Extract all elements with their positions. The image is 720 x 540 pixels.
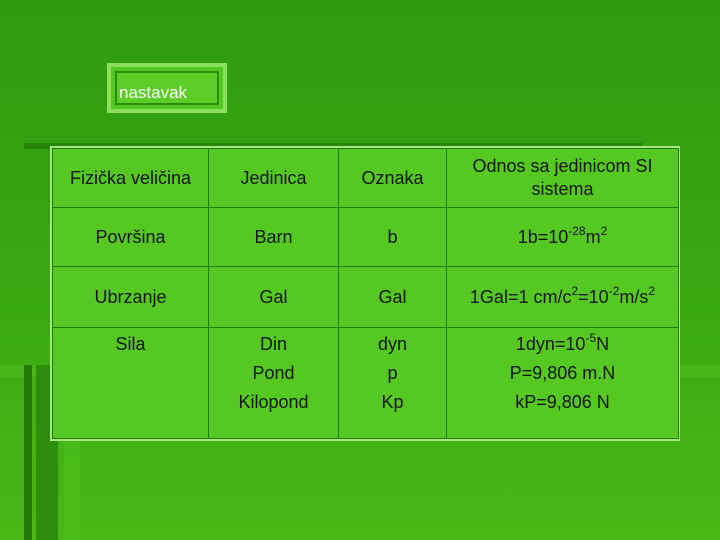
relation-line: $1dyn=10^{-5}N$ [515, 331, 610, 354]
symbol-line: b [387, 226, 398, 247]
relation-line: P=9,806 m.N [509, 363, 616, 383]
cell-symbol [339, 267, 447, 328]
table-row [53, 267, 679, 328]
exponent: 2 [648, 283, 656, 298]
exponent: -28 [568, 223, 586, 238]
cell-unit [209, 208, 339, 267]
unit-line: Din [259, 334, 287, 354]
units-table-grid [52, 148, 679, 439]
relation-line: 1Gal=1 $cm/c^2=10^{-2}m/s^2$ [469, 283, 656, 307]
unit-line: Barn [254, 226, 293, 247]
cell-relation [447, 328, 679, 439]
decorative-stripe [24, 365, 32, 540]
slide-title-box [107, 63, 227, 113]
cell-symbol [339, 208, 447, 267]
header-quantity: Fizička veličina [53, 149, 209, 208]
exponent: -2 [608, 283, 620, 298]
unit-line: Gal [259, 286, 288, 307]
symbol-line: dyn [377, 334, 408, 354]
table-row [53, 208, 679, 267]
header-unit: Jedinica [209, 149, 339, 208]
unit-line: Pond [252, 363, 295, 383]
slide-title: nastavak [119, 83, 188, 102]
symbol-line: p [387, 363, 398, 383]
cell-quantity: Sila [53, 328, 209, 439]
exponent: 2 [600, 223, 608, 238]
decorative-stripe [64, 440, 80, 540]
relation-line: $1b=10^{-28}m^2$ [517, 223, 608, 247]
header-si-relation: Odnos sa jedinicom SI sistema [447, 149, 679, 208]
table-header-row [53, 149, 679, 208]
symbol-line: Kp [381, 392, 404, 412]
cell-relation [447, 208, 679, 267]
table-row [53, 328, 679, 439]
exponent: 2 [571, 283, 579, 298]
symbol-line: Gal [378, 286, 407, 307]
cell-quantity: Ubrzanje [53, 267, 209, 328]
units-table [50, 146, 680, 441]
cell-symbol [339, 328, 447, 439]
exponent: -5 [585, 331, 597, 345]
cell-unit [209, 328, 339, 439]
cell-quantity: Površina [53, 208, 209, 267]
relation-line: kP=9,806 N [515, 392, 610, 412]
header-symbol: Oznaka [339, 149, 447, 208]
cell-relation [447, 267, 679, 328]
unit-line: Kilopond [238, 392, 309, 412]
cell-unit [209, 267, 339, 328]
